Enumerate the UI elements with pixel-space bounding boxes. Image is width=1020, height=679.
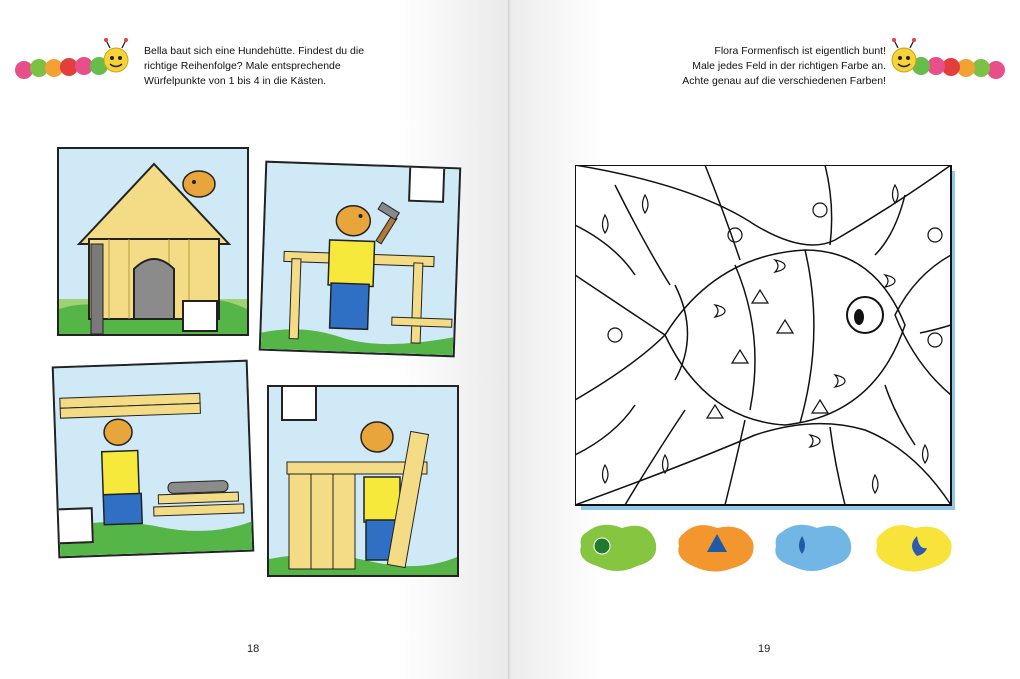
comic-panel-carrying [52, 360, 255, 559]
legend-blue-drop [772, 520, 854, 574]
instruction-line: Achte genau auf die verschiedenen Farben! [682, 75, 886, 87]
instruction-line: Male jedes Feld in der richtigen Farbe an. [692, 60, 886, 72]
legend-green-circle [577, 520, 659, 574]
comic-panel-doghouse [57, 147, 249, 336]
instruction-line: Würfelpunkte von 1 bis 4 in die Kästen. [144, 75, 327, 87]
answer-box[interactable] [281, 385, 317, 421]
answer-box[interactable] [57, 507, 94, 544]
right-instruction [682, 44, 886, 89]
fish-mosaic-coloring [575, 165, 955, 510]
answer-box[interactable] [408, 166, 445, 203]
caterpillar-mascot-icon [12, 38, 132, 86]
page-number: 19 [758, 643, 771, 655]
left-instruction [144, 44, 364, 89]
instruction-line: richtige Reihenfolge? Male entsprechende [144, 60, 341, 72]
legend-orange-triangle [675, 520, 757, 574]
comic-panel-hammering [259, 161, 462, 358]
comic-panel-walls [267, 385, 459, 577]
legend-yellow-moon [873, 520, 955, 574]
instruction-line: Bella baut sich eine Hundehütte. Findest du die [144, 45, 365, 57]
page-number: 18 [247, 643, 260, 655]
doghouse-illustration [59, 149, 247, 334]
instruction-line: Flora Formenfisch ist eigentlich bunt! [714, 45, 886, 57]
caterpillar-mascot-icon [888, 38, 1008, 86]
